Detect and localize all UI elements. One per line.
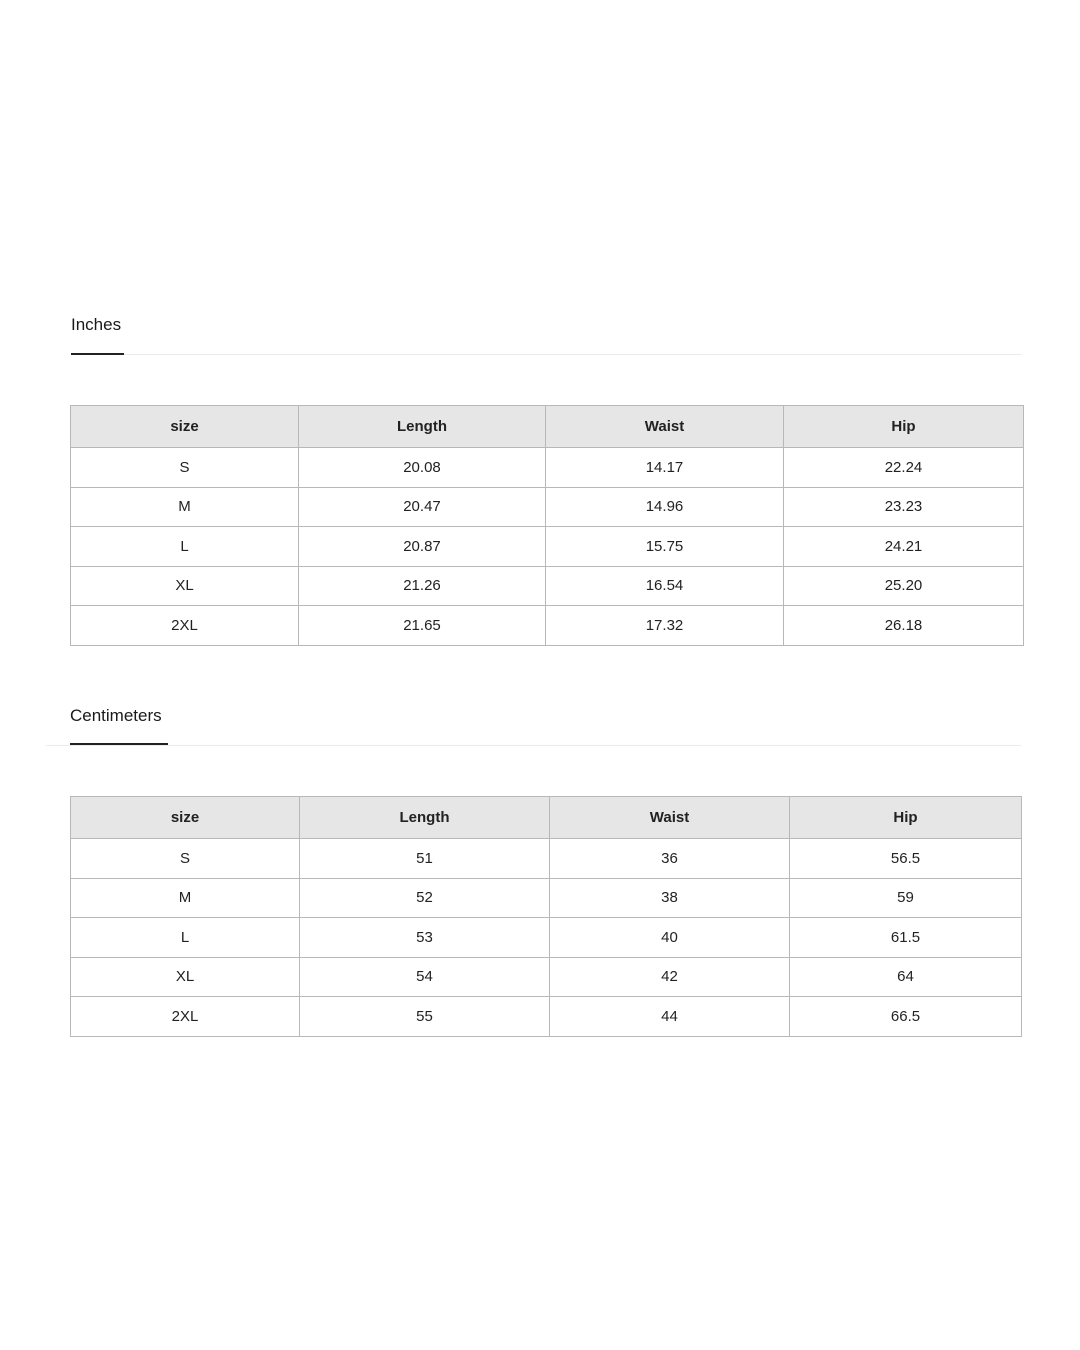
hip-cell: 61.5: [790, 918, 1022, 958]
inches-size-table: [70, 405, 1024, 646]
centimeters-size-table: [70, 796, 1022, 1037]
length-cell: 21.65: [299, 606, 546, 646]
column-header-hip: Hip: [790, 797, 1022, 839]
table-row: [71, 839, 1022, 879]
waist-cell: 40: [550, 918, 790, 958]
table-row: [71, 448, 1024, 488]
column-header-size: size: [71, 406, 299, 448]
tab-divider: [124, 354, 1022, 355]
waist-cell: 16.54: [546, 566, 784, 606]
hip-cell: 66.5: [790, 997, 1022, 1037]
table-row: [71, 487, 1024, 527]
column-header-length: Length: [299, 406, 546, 448]
size-cell: M: [71, 487, 299, 527]
column-header-waist: Waist: [550, 797, 790, 839]
waist-cell: 38: [550, 878, 790, 918]
tab-inches-active-underline: [71, 353, 124, 355]
length-cell: 20.47: [299, 487, 546, 527]
size-cell: 2XL: [71, 997, 300, 1037]
waist-cell: 36: [550, 839, 790, 879]
hip-cell: 64: [790, 957, 1022, 997]
waist-cell: 14.17: [546, 448, 784, 488]
column-header-length: Length: [300, 797, 550, 839]
column-header-hip: Hip: [784, 406, 1024, 448]
tab-centimeters[interactable]: Centimeters: [70, 706, 162, 725]
hip-cell: 22.24: [784, 448, 1024, 488]
size-cell: S: [71, 448, 299, 488]
table-row: [71, 918, 1022, 958]
size-cell: S: [71, 839, 300, 879]
waist-cell: 14.96: [546, 487, 784, 527]
table-header-row: [71, 406, 1024, 448]
size-cell: L: [71, 527, 299, 567]
table-row: [71, 957, 1022, 997]
size-cell: M: [71, 878, 300, 918]
table-row: [71, 878, 1022, 918]
hip-cell: 56.5: [790, 839, 1022, 879]
tab-inches[interactable]: Inches: [71, 315, 122, 334]
table-row: [71, 566, 1024, 606]
column-header-size: size: [71, 797, 300, 839]
size-cell: XL: [71, 566, 299, 606]
length-cell: 51: [300, 839, 550, 879]
table-row: [71, 527, 1024, 567]
hip-cell: 23.23: [784, 487, 1024, 527]
length-cell: 53: [300, 918, 550, 958]
table-header-row: [71, 797, 1022, 839]
length-cell: 55: [300, 997, 550, 1037]
waist-cell: 17.32: [546, 606, 784, 646]
size-cell: 2XL: [71, 606, 299, 646]
length-cell: 54: [300, 957, 550, 997]
tab-divider: [46, 745, 1021, 746]
table-row: [71, 997, 1022, 1037]
hip-cell: 59: [790, 878, 1022, 918]
size-cell: L: [71, 918, 300, 958]
hip-cell: 25.20: [784, 566, 1024, 606]
length-cell: 21.26: [299, 566, 546, 606]
column-header-waist: Waist: [546, 406, 784, 448]
table-row: [71, 606, 1024, 646]
length-cell: 20.08: [299, 448, 546, 488]
length-cell: 20.87: [299, 527, 546, 567]
waist-cell: 42: [550, 957, 790, 997]
hip-cell: 24.21: [784, 527, 1024, 567]
hip-cell: 26.18: [784, 606, 1024, 646]
length-cell: 52: [300, 878, 550, 918]
waist-cell: 44: [550, 997, 790, 1037]
size-cell: XL: [71, 957, 300, 997]
waist-cell: 15.75: [546, 527, 784, 567]
